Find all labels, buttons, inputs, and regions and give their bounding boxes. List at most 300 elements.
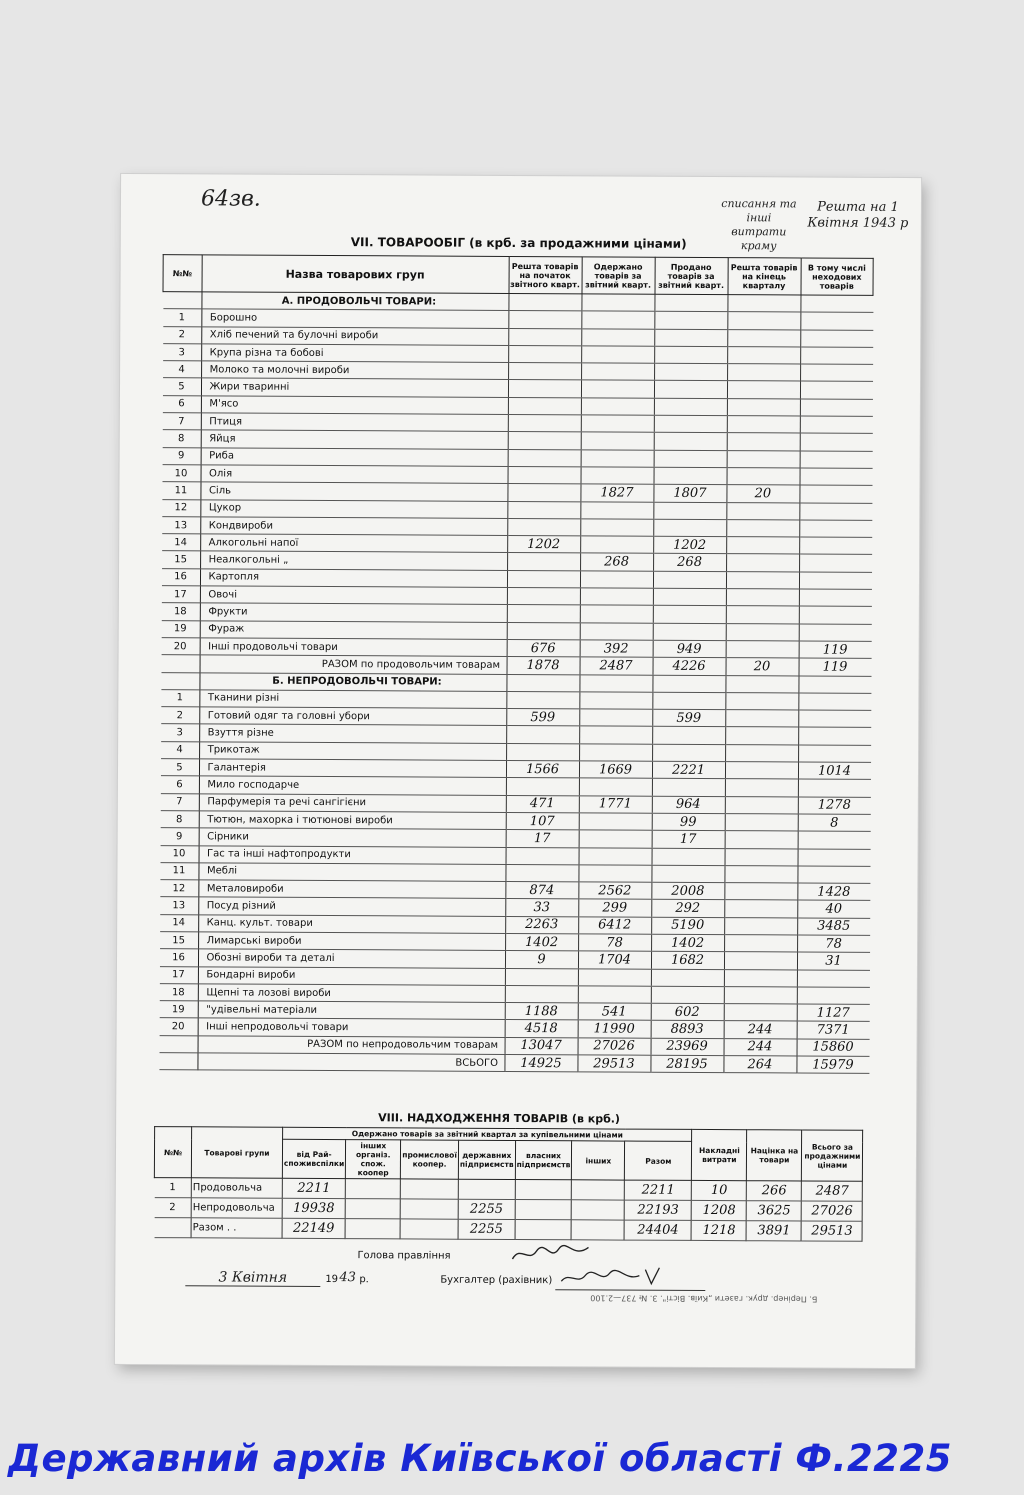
row-number: 2 [163, 326, 202, 343]
cell-value [653, 606, 726, 624]
col-header: Решта товарів на початок звітного кварт. [509, 256, 582, 293]
cell-value [506, 743, 579, 761]
cell-value: 22193 [625, 1200, 692, 1220]
cell-value [798, 675, 871, 693]
cell-value: 1704 [578, 951, 651, 969]
row-number: 1 [161, 689, 200, 706]
cell-value: 1202 [507, 536, 580, 554]
cell-value: 2008 [651, 882, 724, 900]
cell-value: 244 [724, 1038, 797, 1056]
cell-value: 15860 [797, 1039, 870, 1057]
row-number: 16 [159, 949, 198, 966]
report-date: 3 Квітня [185, 1269, 320, 1287]
cell-value: 1202 [653, 536, 726, 554]
cell-value [654, 329, 727, 347]
cell-value [727, 468, 800, 486]
row-number: 14 [160, 914, 199, 931]
cell-value: 24404 [624, 1220, 691, 1240]
cell-value [581, 432, 654, 450]
cell-value [581, 346, 654, 364]
cell-value [724, 986, 797, 1004]
year-handwritten: 43 [339, 1270, 356, 1286]
cell-value [579, 744, 652, 762]
cell-value [651, 865, 724, 883]
cell-value: 1566 [506, 760, 579, 778]
folio-number: 64зв. [200, 186, 261, 212]
row-label: Сірники [199, 828, 506, 847]
cell-value [580, 571, 653, 589]
row-label: "удівельні матеріали [198, 1001, 505, 1020]
cell-value [724, 1004, 797, 1022]
col-header: Назва товарових груп [202, 255, 509, 294]
cell-value: 874 [505, 882, 578, 900]
cell-value [725, 727, 798, 745]
cell-value [725, 779, 798, 797]
row-label: Продовольча [191, 1178, 282, 1198]
cell-value [726, 606, 799, 624]
cell-value: 119 [799, 641, 872, 659]
row-number [159, 1035, 198, 1052]
cell-value [578, 986, 651, 1004]
cell-value [578, 865, 651, 883]
row-number [159, 1053, 198, 1070]
cell-value [726, 519, 799, 537]
cell-value [580, 622, 653, 640]
cell-value [508, 328, 581, 346]
cell-value [800, 312, 873, 330]
cell-value [506, 691, 579, 709]
cell-value: 3485 [797, 918, 870, 936]
cell-value: 299 [578, 899, 651, 917]
row-number: 1 [154, 1178, 191, 1198]
row-number: 4 [161, 741, 200, 758]
row-number: 19 [159, 1001, 198, 1018]
cell-value [581, 294, 654, 312]
col-header: промислової коопер. [401, 1140, 459, 1179]
cell-value: 8 [798, 814, 871, 832]
col-header: інших [572, 1141, 625, 1180]
cell-value [579, 830, 652, 848]
cell-value [727, 346, 800, 364]
cell-value [725, 675, 798, 693]
cell-value [508, 363, 581, 381]
cell-value [654, 312, 727, 330]
cell-value [580, 519, 653, 537]
cell-value [654, 398, 727, 416]
cell-value [507, 501, 580, 519]
row-number: 8 [160, 811, 199, 828]
cell-value: 1402 [651, 934, 724, 952]
row-label: Трикотаж [199, 742, 506, 761]
cell-value [798, 848, 871, 866]
cell-value [580, 501, 653, 519]
row-label: Цукор [200, 499, 507, 518]
cell-value [581, 398, 654, 416]
col-header: В тому числі неходових товарів [800, 258, 873, 295]
cell-value: 2255 [458, 1199, 515, 1219]
cell-value [653, 519, 726, 537]
cell-value [797, 866, 870, 884]
row-label: РАЗОМ по продовольчим товарам [200, 655, 507, 674]
row-label: Риба [201, 448, 508, 467]
row-label: РАЗОМ по непродовольчим товарам [198, 1036, 505, 1055]
cell-value [654, 433, 727, 451]
cell-value [578, 968, 651, 986]
cell-value [800, 451, 873, 469]
row-number: 10 [162, 465, 201, 482]
row-label: Тютюн, махорка і тютюнові вироби [199, 811, 506, 830]
cell-value: 27026 [802, 1201, 863, 1221]
cell-value: 17 [506, 830, 579, 848]
cell-value: 29513 [801, 1221, 862, 1241]
section-8-title: VIII. НАДХОДЖЕННЯ ТОВАРІВ (в крб.) [378, 1111, 621, 1126]
row-number: 9 [160, 828, 199, 845]
cell-value: 28195 [650, 1055, 723, 1073]
cell-value [798, 727, 871, 745]
row-number: 19 [161, 620, 200, 637]
cell-value [799, 554, 872, 572]
cell-value: 1014 [798, 762, 871, 780]
cell-value [726, 571, 799, 589]
cell-value: 3625 [747, 1201, 802, 1221]
cell-value: 266 [747, 1181, 802, 1201]
cell-value [797, 987, 870, 1005]
cell-value: 13047 [505, 1037, 578, 1055]
cell-value: 19938 [282, 1198, 345, 1218]
cell-value: 471 [506, 795, 579, 813]
cell-value: 1669 [579, 761, 652, 779]
row-number: 4 [163, 361, 202, 378]
row-number: 6 [162, 395, 201, 412]
cell-value: 22149 [282, 1218, 345, 1238]
col-header: №№ [163, 255, 202, 292]
row-label: Непродовольча [191, 1198, 282, 1218]
col-header: Решта товарів на кінець кварталу [727, 258, 800, 295]
row-label: ВСЬОГО [197, 1053, 504, 1072]
cell-value [797, 970, 870, 988]
cell-value: 541 [578, 1003, 651, 1021]
cell-value [800, 399, 873, 417]
cell-value [508, 432, 581, 450]
cell-value [571, 1220, 624, 1240]
cell-value [581, 380, 654, 398]
cell-value: 244 [724, 1021, 797, 1039]
row-label: Бондарні вироби [198, 966, 505, 985]
cell-value [652, 779, 725, 797]
cell-value [727, 312, 800, 330]
turnover-body [159, 292, 873, 1074]
col-header: Товарові групи [191, 1127, 282, 1178]
cell-value [725, 796, 798, 814]
printer-imprint: Б. Перінер. друк. газети „Київ. Вісті". З. № 737—2.100 [590, 1293, 818, 1304]
row-number: 11 [160, 862, 199, 879]
cell-value [653, 502, 726, 520]
cell-value [726, 641, 799, 659]
cell-value [725, 813, 798, 831]
cell-value [726, 589, 799, 607]
cell-value [653, 571, 726, 589]
row-label: Алкогольні напої [200, 534, 507, 553]
cell-value [579, 726, 652, 744]
turnover-table [158, 254, 873, 1074]
row-label: Молоко та молочні вироби [201, 361, 508, 380]
row-label: Сіль [200, 482, 507, 501]
cell-value [506, 778, 579, 796]
cell-value [515, 1199, 572, 1219]
row-number: 18 [161, 603, 200, 620]
row-label: М'ясо [201, 396, 508, 415]
row-label: Металовироби [198, 880, 505, 899]
cell-value: 20 [726, 485, 799, 503]
cell-value [798, 710, 871, 728]
col-header: Націнка на товари [747, 1130, 802, 1181]
cell-value: 1827 [580, 484, 653, 502]
row-number: 20 [161, 638, 200, 655]
cell-value [572, 1200, 625, 1220]
row-label: Разом . . [191, 1218, 282, 1238]
row-number: 1 [163, 309, 202, 326]
row-number: 5 [160, 759, 199, 776]
row-label: Взуття різне [199, 724, 506, 743]
cell-value [508, 345, 581, 363]
cell-value [507, 605, 580, 623]
cell-value: 2211 [625, 1180, 692, 1200]
row-number: 6 [160, 776, 199, 793]
cell-value: 23969 [651, 1038, 724, 1056]
cell-value [724, 935, 797, 953]
section-7-title: VII. ТОВАРООБІГ (в крб. за продажними цінами) [350, 235, 687, 251]
cell-value [508, 449, 581, 467]
row-number: 15 [160, 932, 199, 949]
cell-value [798, 745, 871, 763]
row-label: Жири тваринні [201, 378, 508, 397]
cell-value [579, 778, 652, 796]
cell-value [800, 381, 873, 399]
cell-value [724, 969, 797, 987]
cell-value [507, 622, 580, 640]
cell-value [581, 328, 654, 346]
row-label: Інші продовольчі товари [200, 638, 507, 657]
row-number: 3 [163, 344, 202, 361]
cell-value [726, 623, 799, 641]
cell-value: 1682 [651, 951, 724, 969]
cell-value: 33 [505, 899, 578, 917]
cell-value [727, 381, 800, 399]
row-number: 12 [162, 499, 201, 516]
cell-value: 1208 [692, 1200, 747, 1220]
year-suffix: р. [359, 1274, 369, 1286]
row-number: 11 [162, 482, 201, 499]
row-number: 13 [160, 897, 199, 914]
cell-value [653, 588, 726, 606]
row-label: Фрукти [200, 603, 507, 622]
cell-value [724, 952, 797, 970]
cell-value [725, 692, 798, 710]
cell-value [652, 848, 725, 866]
row-label: Неалкогольні „ [200, 551, 507, 570]
row-label: Крупа різна та бобові [201, 344, 508, 363]
cell-value: 4518 [505, 1020, 578, 1038]
cell-value [508, 397, 581, 415]
cell-value [400, 1219, 458, 1239]
cell-value: 2263 [505, 916, 578, 934]
cell-value [799, 589, 872, 607]
cell-value [507, 484, 580, 502]
row-label: Гас та інші нафтопродукти [199, 845, 506, 864]
cell-value [725, 848, 798, 866]
cell-value [724, 865, 797, 883]
row-label: Парфумерія та речі сангігієни [199, 793, 506, 812]
cell-value [727, 364, 800, 382]
cell-value: 949 [653, 640, 726, 658]
cell-value [581, 467, 654, 485]
row-label: Меблі [198, 863, 505, 882]
cell-value [726, 502, 799, 520]
row-label: Картопля [200, 569, 507, 588]
cell-value [515, 1179, 572, 1199]
cell-value [799, 624, 872, 642]
cell-value: 17 [652, 830, 725, 848]
cell-value [506, 847, 579, 865]
col-header: інших організ. спож. коопер [346, 1140, 401, 1179]
cell-value [458, 1179, 515, 1199]
cell-value: 2562 [578, 882, 651, 900]
cell-value [651, 986, 724, 1004]
archive-caption: Державний архів Київської області Ф.2225 [8, 1437, 953, 1480]
row-number [154, 1218, 191, 1238]
row-number: 18 [159, 984, 198, 1001]
row-label: Б. НЕПРОДОВОЛЬЧІ ТОВАРИ: [199, 672, 506, 691]
cell-value [579, 674, 652, 692]
cell-value [506, 726, 579, 744]
cell-value [506, 674, 579, 692]
cell-value [581, 363, 654, 381]
cell-value: 20 [726, 658, 799, 676]
row-number: 16 [161, 568, 200, 585]
row-label: Фураж [200, 620, 507, 639]
cell-value [507, 570, 580, 588]
cell-value [654, 381, 727, 399]
cell-value [508, 293, 581, 311]
cell-value [654, 294, 727, 312]
cell-value: 119 [799, 658, 872, 676]
accountant-signature [555, 1263, 705, 1291]
cell-value [508, 415, 581, 433]
cell-value: 1878 [507, 657, 580, 675]
col-header: державних підприємств [458, 1140, 515, 1179]
cell-value [800, 433, 873, 451]
row-number: 5 [162, 378, 201, 395]
cell-value: 599 [506, 709, 579, 727]
cell-value [800, 347, 873, 365]
row-label: Лимарські вироби [198, 932, 505, 951]
year-prefix: 19 [325, 1273, 339, 1286]
row-number: 2 [154, 1198, 191, 1218]
group-header: Одержано товарів за звітний квартал за купівельними цінами [283, 1127, 692, 1141]
row-label: Кондвироби [200, 517, 507, 536]
cell-value: 1188 [505, 1003, 578, 1021]
cell-value [799, 572, 872, 590]
cell-value [579, 692, 652, 710]
chair-signature [510, 1243, 590, 1263]
cell-value: 264 [723, 1056, 796, 1074]
cell-value: 31 [797, 952, 870, 970]
cell-value [652, 692, 725, 710]
cell-value: 78 [578, 934, 651, 952]
cell-value [725, 710, 798, 728]
row-label: Посуд різний [198, 897, 505, 916]
cell-value [507, 518, 580, 536]
row-number: 14 [162, 534, 201, 551]
row-number: 13 [162, 516, 201, 533]
cell-value [798, 693, 871, 711]
col-header: Одержано товарів за звітний кварт. [581, 257, 654, 294]
cell-value: 7371 [797, 1021, 870, 1039]
cell-value [654, 450, 727, 468]
row-label: А. ПРОДОВОЛЬЧІ ТОВАРИ: [201, 292, 508, 311]
handwritten-column-note-balance: Решта на 1 Квітня 1943 р [807, 199, 909, 232]
cell-value: 5190 [651, 917, 724, 935]
row-number: 8 [162, 430, 201, 447]
cell-value [800, 416, 873, 434]
cell-value [507, 553, 580, 571]
cell-value [652, 727, 725, 745]
row-label: Овочі [200, 586, 507, 605]
col-header: від Рай-споживспілки [282, 1139, 345, 1178]
cell-value: 2211 [282, 1178, 345, 1198]
cell-value: 1127 [797, 1004, 870, 1022]
col-header: Разом [625, 1141, 692, 1180]
turnover-header-row [163, 255, 873, 296]
cell-value [653, 623, 726, 641]
cell-value [798, 831, 871, 849]
col-header: власних підприємств [515, 1140, 572, 1179]
cell-value: 2221 [652, 761, 725, 779]
cell-value: 78 [797, 935, 870, 953]
row-label: Яйця [201, 430, 508, 449]
cell-value [799, 520, 872, 538]
row-number: 15 [162, 551, 201, 568]
cell-value: 1278 [798, 797, 871, 815]
cell-value [345, 1219, 400, 1239]
row-label: Галантерія [199, 759, 506, 778]
row-label: Птиця [201, 413, 508, 432]
cell-value [580, 588, 653, 606]
cell-value: 99 [652, 813, 725, 831]
row-number: 3 [161, 724, 200, 741]
cell-value [581, 415, 654, 433]
cell-value [401, 1179, 459, 1199]
row-label: Готовий одяг та головні убори [199, 707, 506, 726]
cell-value [800, 468, 873, 486]
row-label: Мило господарче [199, 776, 506, 795]
cell-value: 268 [580, 553, 653, 571]
cell-value [725, 762, 798, 780]
row-number [161, 655, 200, 672]
cell-value [507, 587, 580, 605]
cell-value [580, 605, 653, 623]
cell-value: 15979 [796, 1056, 869, 1074]
cell-value: 2255 [458, 1219, 515, 1239]
row-label: Олія [201, 465, 508, 484]
cell-value [508, 466, 581, 484]
cell-value [652, 744, 725, 762]
row-label: Тканини різні [199, 690, 506, 709]
cell-value: 3891 [746, 1221, 801, 1241]
cell-value: 8893 [651, 1021, 724, 1039]
cell-value [572, 1180, 625, 1200]
cell-value: 1218 [691, 1220, 746, 1240]
